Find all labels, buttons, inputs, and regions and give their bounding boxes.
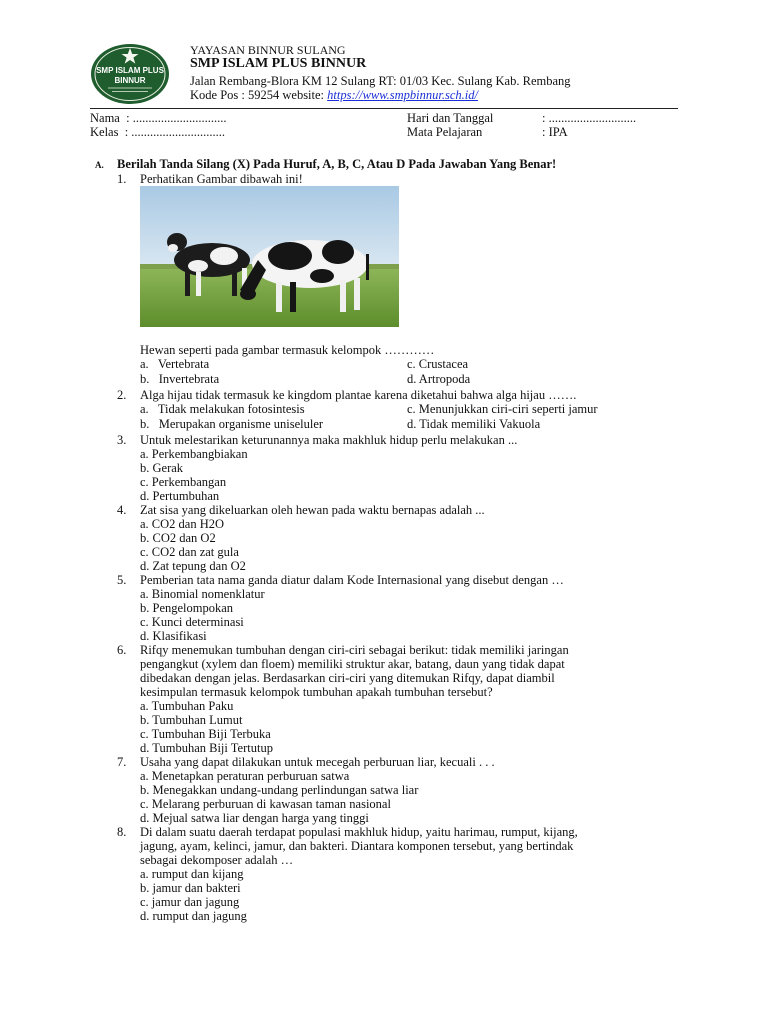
q5-number: 5. xyxy=(117,573,127,587)
q2-option-a[interactable]: a. Tidak melakukan fotosintesis xyxy=(140,402,305,416)
q4-number: 4. xyxy=(117,503,127,517)
q3-option-b[interactable]: b. Gerak xyxy=(140,461,184,475)
q1-number: 1. xyxy=(117,172,127,186)
kelas-field[interactable]: Kelas : .............................. xyxy=(90,125,226,139)
q1-question: Hewan seperti pada gambar termasuk kelompok ………… xyxy=(140,343,435,357)
q3-question: Untuk melestarikan keturunannya maka makhluk hidup perlu melakukan ... xyxy=(140,433,518,447)
q8-option-d[interactable]: d. rumput dan jagung xyxy=(140,909,247,923)
postal-code-text: Kode Pos : 59254 website: xyxy=(190,88,328,102)
q4-option-c[interactable]: c. CO2 dan zat gula xyxy=(140,545,239,559)
q6-number: 6. xyxy=(117,643,127,657)
q2-option-b[interactable]: b. Merupakan organisme uniseluler xyxy=(140,417,324,431)
q4-option-a[interactable]: a. CO2 dan H2O xyxy=(140,517,225,531)
q3-option-c[interactable]: c. Perkembangan xyxy=(140,475,227,489)
q8-option-a[interactable]: a. rumput dan kijang xyxy=(140,867,244,881)
hari-field[interactable]: : ............................ xyxy=(542,111,637,125)
q5-option-a[interactable]: a. Binomial nomenklatur xyxy=(140,587,265,601)
q6-option-c[interactable]: c. Tumbuhan Biji Terbuka xyxy=(140,727,271,741)
school-name: SMP ISLAM PLUS BINNUR xyxy=(190,56,367,71)
q6-question-line2: pengangkut (xylem dan floem) memiliki struktur akar, batang, daun yang tidak dapat xyxy=(140,657,565,671)
q8-option-b[interactable]: b. jamur dan bakteri xyxy=(140,881,241,895)
mapel-value: : IPA xyxy=(542,125,568,139)
q7-option-a[interactable]: a. Menetapkan peraturan perburuan satwa xyxy=(140,769,350,783)
foundation-name: YAYASAN BINNUR SULANG xyxy=(190,43,346,57)
section-letter: A. xyxy=(95,160,104,170)
hari-label: Hari dan Tanggal xyxy=(407,111,494,125)
header-divider xyxy=(90,108,678,109)
nama-field[interactable]: Nama : .............................. xyxy=(90,111,227,125)
q7-number: 7. xyxy=(117,755,127,769)
q3-number: 3. xyxy=(117,433,127,447)
q2-question: Alga hijau tidak termasuk ke kingdom plantae karena diketahui bahwa alga hijau ……. xyxy=(140,388,577,402)
q6-question-line4: kesimpulan termasuk kelompok tumbuhan apakah tumbuhan tersebut? xyxy=(140,685,493,699)
q2-option-c[interactable]: c. Menunjukkan ciri-ciri seperti jamur xyxy=(407,402,598,416)
q8-question-line1: Di dalam suatu daerah terdapat populasi makhluk hidup, yaitu harimau, rumput, kijang, xyxy=(140,825,578,839)
q4-option-d[interactable]: d. Zat tepung dan O2 xyxy=(140,559,246,573)
q8-number: 8. xyxy=(117,825,127,839)
website-link[interactable]: https://www.smpbinnur.sch.id/ xyxy=(327,88,478,102)
school-logo xyxy=(90,43,170,105)
q7-option-d[interactable]: d. Mejual satwa liar dengan harga yang tinggi xyxy=(140,811,369,825)
q1-option-b[interactable]: b. Invertebrata xyxy=(140,372,220,386)
svg-text:BINNUR: BINNUR xyxy=(114,76,146,85)
q3-option-d[interactable]: d. Pertumbuhan xyxy=(140,489,220,503)
q4-option-b[interactable]: b. CO2 dan O2 xyxy=(140,531,216,545)
q6-question-line3: dibedakan dengan jelas. Berdasarkan ciri-ciri yang ditemukan Rifqy, dapat diambil xyxy=(140,671,555,685)
q6-option-b[interactable]: b. Tumbuhan Lumut xyxy=(140,713,243,727)
q5-question: Pemberian tata nama ganda diatur dalam Kode Internasional yang disebut dengan … xyxy=(140,573,564,587)
q8-option-c[interactable]: c. jamur dan jagung xyxy=(140,895,240,909)
q6-option-a[interactable]: a. Tumbuhan Paku xyxy=(140,699,234,713)
q7-option-c[interactable]: c. Melarang perburuan di kawasan taman nasional xyxy=(140,797,391,811)
q3-option-a[interactable]: a. Perkembangbiakan xyxy=(140,447,248,461)
q5-option-c[interactable]: c. Kunci determinasi xyxy=(140,615,244,629)
q1-intro: Perhatikan Gambar dibawah ini! xyxy=(140,172,303,186)
q8-question-line3: sebagai dekomposer adalah … xyxy=(140,853,294,867)
school-address: Jalan Rembang-Blora KM 12 Sulang RT: 01/03 Kec. Sulang Kab. Rembang xyxy=(190,74,571,88)
q1-option-a[interactable]: a. Vertebrata xyxy=(140,357,210,371)
q7-option-b[interactable]: b. Menegakkan undang-undang perlindungan satwa liar xyxy=(140,783,419,797)
q1-option-d[interactable]: d. Artropoda xyxy=(407,372,471,386)
q7-question: Usaha yang dapat dilakukan untuk mecegah perburuan liar, kecuali . . . xyxy=(140,755,495,769)
q2-number: 2. xyxy=(117,388,127,402)
q1-option-c[interactable]: c. Crustacea xyxy=(407,357,469,371)
q4-question: Zat sisa yang dikeluarkan oleh hewan pada waktu bernapas adalah ... xyxy=(140,503,485,517)
q5-option-b[interactable]: b. Pengelompokan xyxy=(140,601,234,615)
q6-question-line1: Rifqy menemukan tumbuhan dengan ciri-ciri sebagai berikut: tidak memiliki jaringan xyxy=(140,643,569,657)
postal-website-line xyxy=(190,88,478,102)
svg-text:SMP ISLAM PLUS: SMP ISLAM PLUS xyxy=(96,66,164,75)
mapel-label: Mata Pelajaran xyxy=(407,125,483,139)
cow-photo xyxy=(140,186,399,327)
q6-option-d[interactable]: d. Tumbuhan Biji Tertutup xyxy=(140,741,273,755)
section-instruction: Berilah Tanda Silang (X) Pada Huruf, A, B, C, Atau D Pada Jawaban Yang Benar! xyxy=(117,157,557,171)
q2-option-d[interactable]: d. Tidak memiliki Vakuola xyxy=(407,417,541,431)
q5-option-d[interactable]: d. Klasifikasi xyxy=(140,629,207,643)
q8-question-line2: jagung, ayam, kelinci, jamur, dan bakteri. Diantara komponen tersebut, yang bertindak xyxy=(140,839,574,853)
